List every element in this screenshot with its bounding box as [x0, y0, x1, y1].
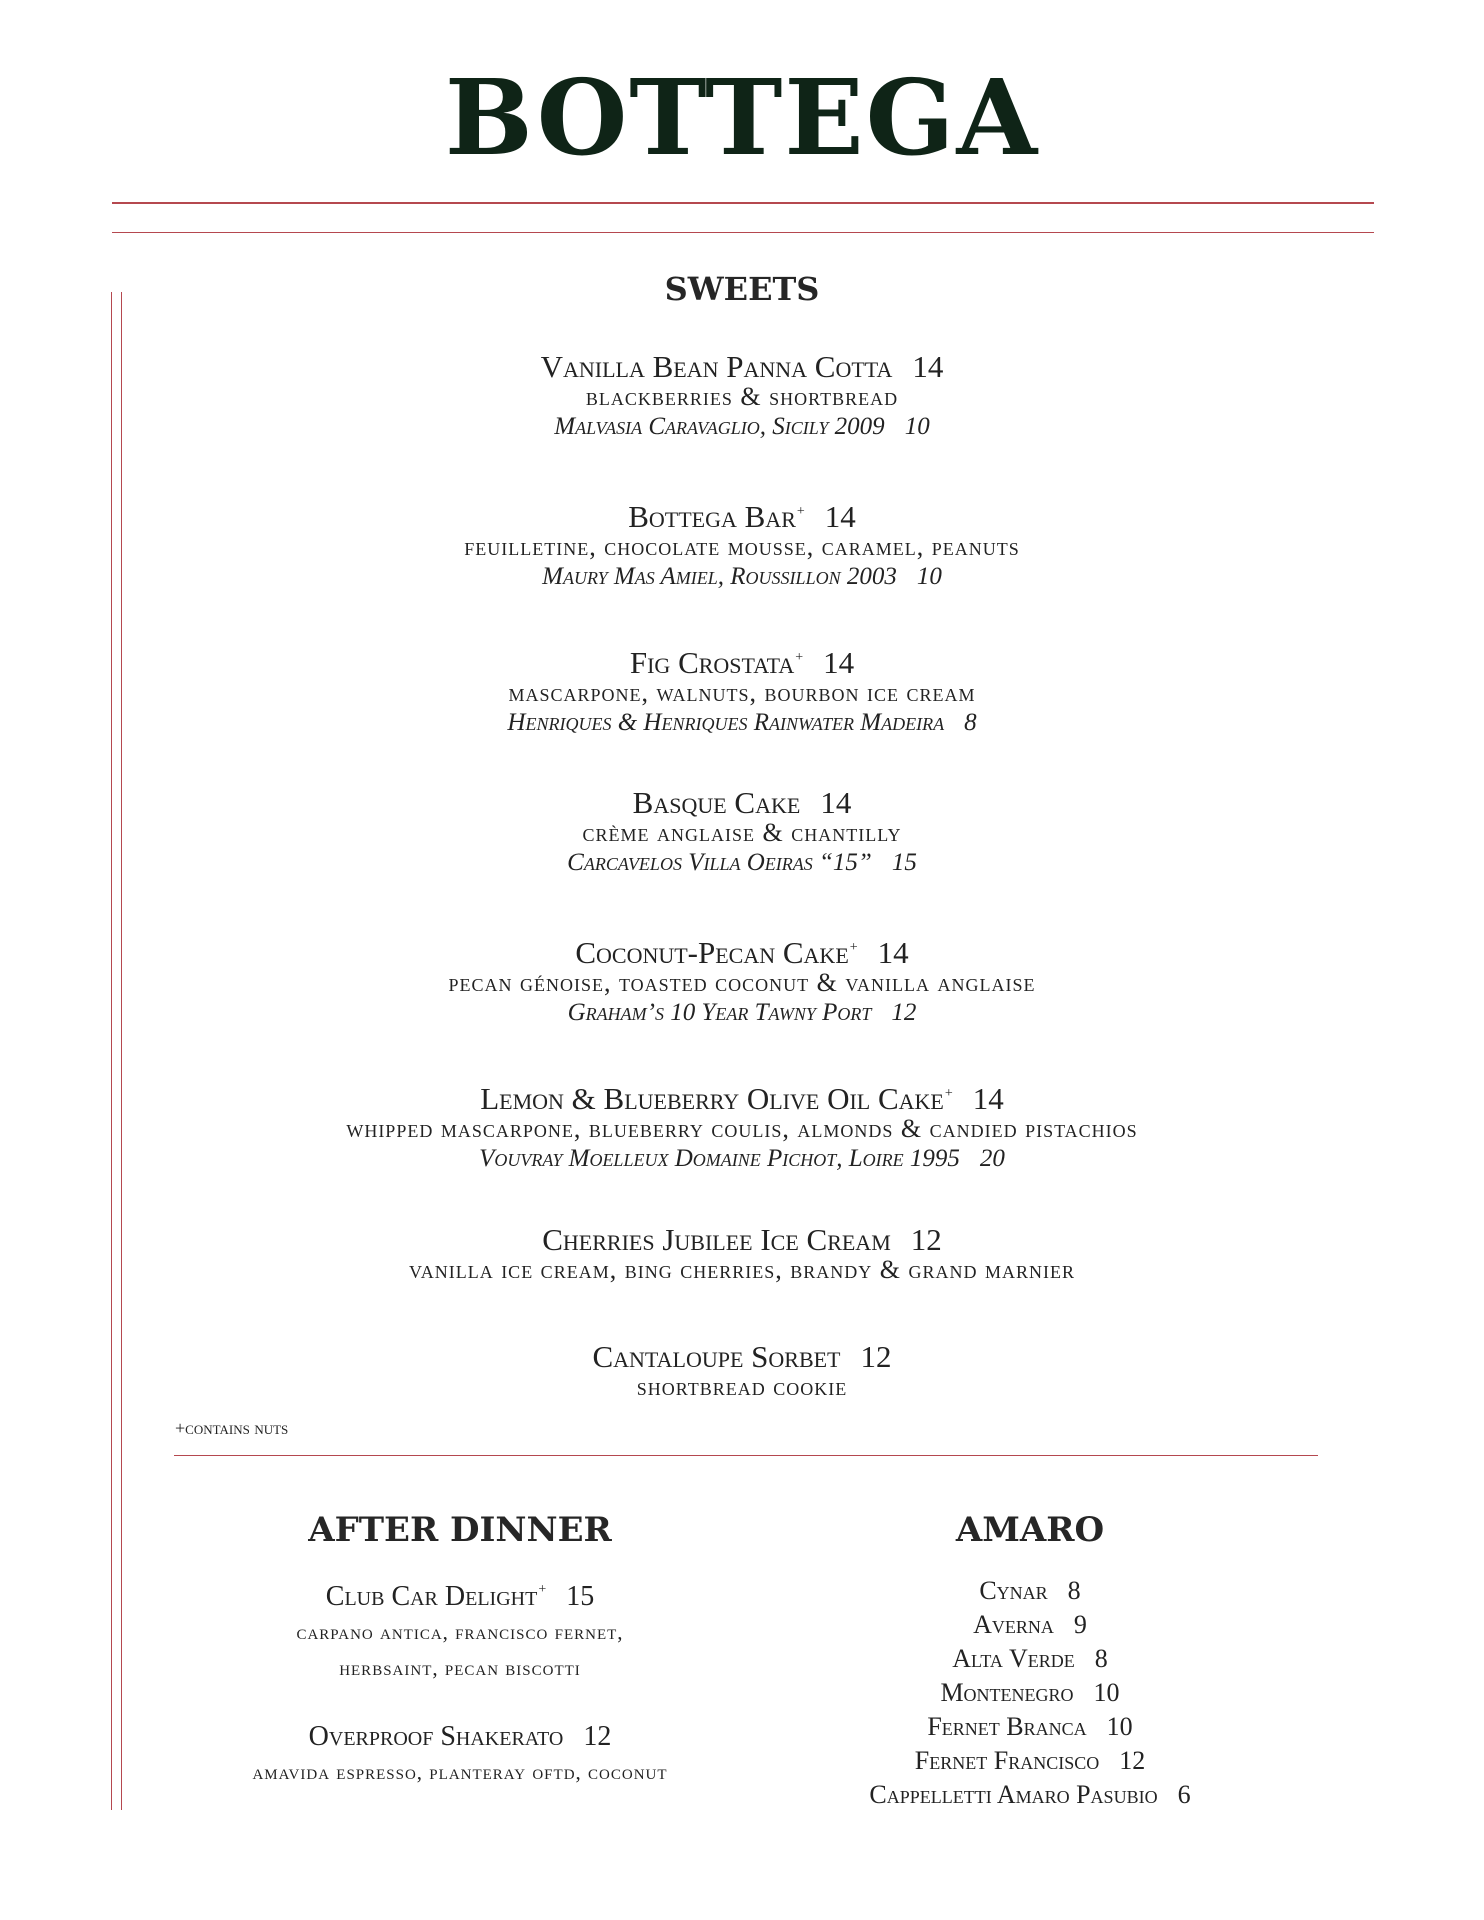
wine-pairing: Vouvray Moelleux Domaine Pichot, Loire 1995 [479, 1145, 960, 1172]
item-price: 12 [1119, 1746, 1146, 1775]
list-item [160, 1573, 760, 1686]
item-description: whipped mascarpone, blueberry coulis, almonds & candied pistachios [346, 1114, 1138, 1143]
after-dinner-heading: AFTER DINNER [308, 1510, 612, 1550]
item-name: Montenegro [940, 1678, 1074, 1707]
item-price: 12 [583, 1721, 612, 1752]
sweets-heading: SWEETS [664, 270, 820, 308]
amaro-list [780, 1574, 1280, 1812]
list-item [780, 1642, 1280, 1676]
restaurant-title: BOTTEGA [444, 56, 1040, 179]
amaro-heading: AMARO [955, 1510, 1105, 1550]
wine-price: 12 [891, 999, 917, 1026]
item-description: crème anglaise & chantilly [582, 818, 902, 847]
item-description: vanilla ice cream, bing cherries, brandy & grand marnier [409, 1255, 1075, 1284]
item-price: 10 [1093, 1678, 1120, 1707]
list-item [780, 1574, 1280, 1608]
item-name: Lemon & Blueberry Olive Oil Cake [480, 1081, 944, 1116]
item-price: 12 [860, 1339, 892, 1374]
item-description: herbsaint, pecan biscotti [339, 1656, 581, 1680]
list-item [780, 1778, 1280, 1812]
item-name: Coconut-Pecan Cake [575, 935, 849, 970]
item-price: 14 [877, 935, 909, 970]
item-price: 15 [566, 1581, 595, 1612]
wine-pairing: Maury Mas Amiel, Roussillon 2003 [542, 563, 897, 590]
nut-marker: + [944, 1086, 953, 1101]
menu-item [0, 349, 1484, 441]
item-name: Overproof Shakerato [308, 1721, 564, 1752]
item-price: 10 [1106, 1712, 1133, 1741]
nut-marker: + [849, 940, 858, 955]
item-name: Fernet Branca [927, 1712, 1087, 1741]
item-name: Basque Cake [632, 785, 801, 820]
wine-pairing: Henriques & Henriques Rainwater Madeira [507, 709, 945, 736]
item-name: Cantaloupe Sorbet [592, 1339, 841, 1374]
item-description: mascarpone, walnuts, bourbon ice cream [508, 678, 976, 707]
item-name: Cynar [979, 1576, 1048, 1605]
item-name: Club Car Delight [325, 1581, 538, 1612]
item-name: Cappelletti Amaro Pasubio [869, 1780, 1158, 1809]
after-dinner-list [160, 1573, 760, 1790]
item-price: 8 [1094, 1644, 1108, 1673]
item-price: 14 [972, 1081, 1004, 1116]
menu-item [0, 933, 1484, 1027]
list-item [780, 1676, 1280, 1710]
item-description: carpano antica, francisco fernet, [296, 1620, 624, 1644]
list-item [780, 1710, 1280, 1744]
item-name: Cherries Jubilee Ice Cream [542, 1222, 891, 1257]
menu-item [0, 1079, 1484, 1173]
menu-item [0, 1222, 1484, 1285]
item-price: 14 [824, 499, 856, 534]
item-price: 12 [910, 1222, 942, 1257]
item-description: amavida espresso, planteray oftd, coconut [252, 1760, 668, 1784]
wine-price: 10 [904, 413, 930, 440]
item-price: 14 [912, 349, 944, 384]
wine-price: 20 [979, 1145, 1005, 1172]
item-price: 8 [1067, 1576, 1081, 1605]
menu-item [0, 785, 1484, 877]
item-name: Vanilla Bean Panna Cotta [540, 349, 893, 384]
list-item [780, 1608, 1280, 1642]
item-description: shortbread cookie [636, 1372, 848, 1401]
wine-price: 15 [891, 849, 917, 876]
item-name: Fernet Francisco [914, 1746, 1100, 1775]
wine-pairing: Carcavelos Villa Oeiras “15” [567, 849, 872, 876]
nuts-footnote: +contains nuts [175, 1418, 289, 1438]
header-rule-bottom [112, 232, 1374, 233]
menu-item [0, 643, 1484, 737]
item-price: 14 [820, 785, 852, 820]
wine-pairing: Graham’s 10 Year Tawny Port [567, 999, 872, 1026]
nut-marker: + [538, 1582, 547, 1597]
list-item [160, 1720, 760, 1790]
header-rule-top [112, 202, 1374, 204]
nut-marker: + [795, 650, 804, 665]
menu-item [0, 1339, 1484, 1402]
wine-pairing: Malvasia Caravaglio, Sicily 2009 [554, 413, 885, 440]
item-description: pecan génoise, toasted coconut & vanilla anglaise [448, 968, 1036, 997]
item-name: Bottega Bar [628, 499, 796, 534]
menu-item [0, 497, 1484, 591]
item-price: 6 [1177, 1780, 1191, 1809]
item-name: Averna [973, 1610, 1054, 1639]
item-name: Alta Verde [952, 1644, 1075, 1673]
wine-price: 8 [964, 709, 977, 736]
nut-marker: + [796, 504, 805, 519]
item-price: 14 [823, 645, 855, 680]
item-name: Fig Crostata [629, 645, 795, 680]
item-price: 9 [1073, 1610, 1087, 1639]
section-divider [174, 1455, 1318, 1456]
item-description: blackberries & shortbread [585, 382, 899, 411]
item-description: feuilletine, chocolate mousse, caramel, peanuts [464, 532, 1020, 561]
list-item [780, 1744, 1280, 1778]
wine-price: 10 [916, 563, 942, 590]
